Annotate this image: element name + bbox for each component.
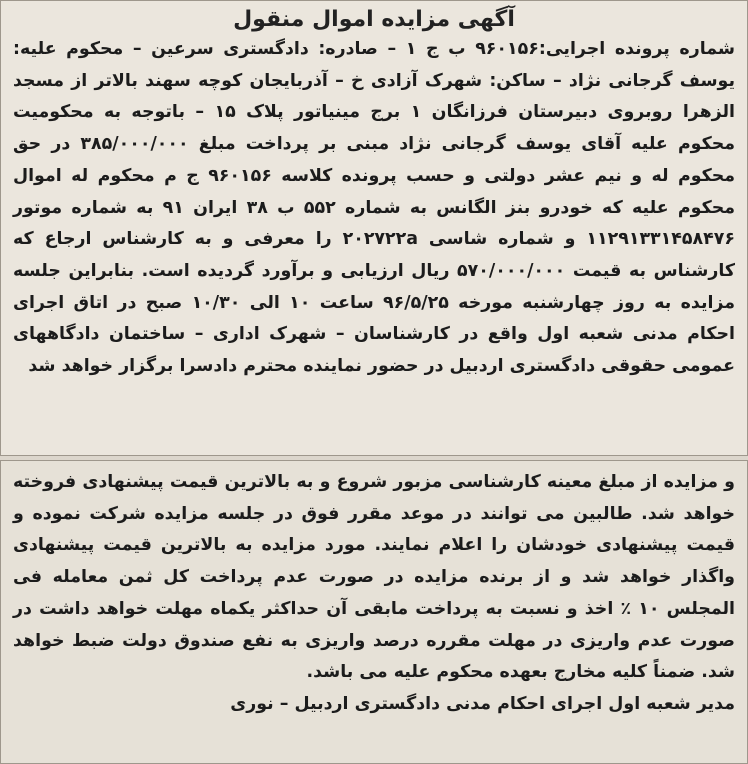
notice-clipping-bottom (0, 460, 748, 764)
notice-title: آگهی مزایده اموال منقول (233, 7, 515, 32)
notice-body-top: شماره پرونده اجرایی:۹۶۰۱۵۶ ب ج ۱ – صادره: دادگستری سرعین – محکوم علیه: یوسف گرجانی نژاد – ساکن: شهرک آزادی خ – آذربایجان کوچه سهند بالاتر از مسجد الزهرا روبروی دبیرستان فرزانگان ۱ برج مینیاتور پلاک ۱۵ – باتوجه به محکومیت محکوم علیه آقای یوسف گرجانی نژاد مبنی بر پرداخت مبلغ ۳۸۵/۰۰۰/۰۰۰ در حق محکوم له و نیم عشر دولتی و حسب پرونده کلاسه ۹۶۰۱۵۶ ج م محکوم له اموال محکوم علیه که خودرو بنز الگانس به شماره ۵۵۲ ب ۳۸ ایران ۹۱ به شماره موتور ۱۱۲۹۱۳۳۱۴۵۸۴۷۶ و شماره شاسی ۲۰۲۷۲۲a را معرفی و به کارشناس ارجاع که کارشناس به قیمت ۵۷۰/۰۰۰/۰۰۰ ریال ارزیابی و برآورد گردیده است. بنابراین جلسه مزایده به روز چهارشنبه مورخه ۹۶/۵/۲۵ ساعت ۱۰ الی ۱۰/۳۰ صبح در اتاق اجرای احکام مدنی شعبه اول واقع در کارشناسان – شهرک اداری – ساختمان دادگاههای عمومی حقوقی دادگستری اردبیل در حضور نماینده محترم دادسرا برگزار خواهد شد (13, 39, 736, 377)
notice-signature: مدیر شعبه اول اجرای احکام مدنی دادگستری اردبیل – نوری (230, 693, 735, 714)
notice-body-bottom: و مزایده از مبلغ معینه کارشناسی مزبور شروع و به بالاترین قیمت پیشنهادی فروخته خواهد شد. طالبین می توانند در موعد مقرر فوق در جلسه مزایده شرکت نموده و قیمت پیشنهادی خودشان را اعلام نمایند. مورد مزایده به بالاترین قیمت پیشنهادی واگذار خواهد شد و از برنده مزایده در صورت عدم پرداخت کل ثمن معامله فی المجلس ۱۰ ٪ اخذ و نسبت به پرداخت مابقی آن حداکثر یکماه مهلت خواهد داشت در صورت عدم واریزی در مهلت مقرره درصد واریزی به نفع صندوق دولت ضبط خواهد شد. ضمناً کلیه مخارج بعهده محکوم علیه می باشد. (13, 472, 735, 683)
